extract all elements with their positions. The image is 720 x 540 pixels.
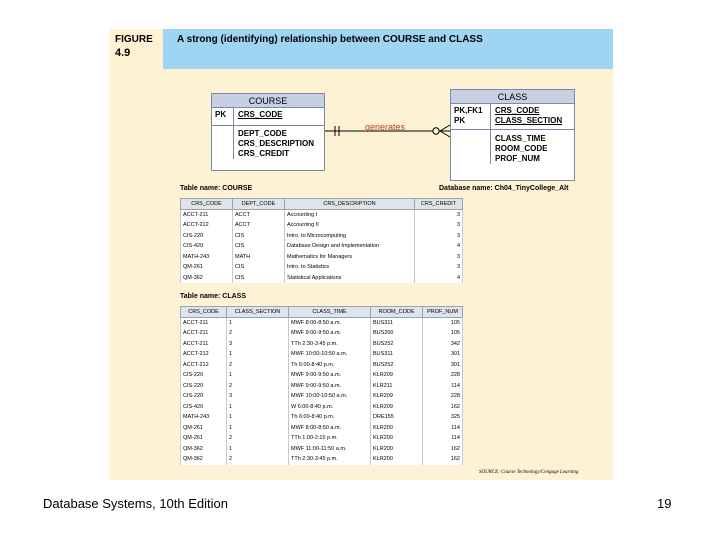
table-cell: MWF 9:00-9:50 a.m. [289, 328, 371, 339]
table-row [181, 318, 463, 329]
table-row [181, 210, 463, 221]
table-row [181, 360, 463, 371]
table-cell: KLR209 [371, 370, 423, 381]
course-attr: CRS_DESCRIPTION [238, 139, 315, 148]
table-cell: 114 [423, 433, 463, 444]
table-row [181, 454, 463, 465]
table-cell: 228 [423, 391, 463, 402]
column-header: CRS_DESCRIPTION [285, 199, 415, 210]
table-cell: ACCT [233, 210, 285, 221]
table-cell: CIS-220 [181, 391, 227, 402]
table-row [181, 412, 463, 423]
course-table-header-row [181, 199, 463, 210]
table-row [181, 349, 463, 360]
table-cell: KLR209 [371, 391, 423, 402]
table-cell: Intro. to Statistics [285, 262, 415, 273]
figure-title: A strong (identifying) relationship between COURSE and CLASS [177, 34, 483, 45]
column-header: ROOM_CODE [371, 307, 423, 318]
table-cell: MWF 9:00-9:50 a.m. [289, 381, 371, 392]
table-cell: 342 [423, 339, 463, 350]
class-attr-key-col [451, 130, 491, 164]
table-cell: ACCT-211 [181, 210, 233, 221]
table-cell: BUS311 [371, 349, 423, 360]
table-cell: 105 [423, 318, 463, 329]
table-cell: Database Design and Implementation [285, 241, 415, 252]
class-pk-key: PK,FK1 [454, 106, 483, 115]
table-cell: 2 [227, 433, 289, 444]
table-cell: 114 [423, 381, 463, 392]
table-cell: CIS-420 [181, 402, 227, 413]
table-cell: 4 [415, 273, 463, 284]
table-cell: ACCT-211 [181, 318, 227, 329]
table-cell: 301 [423, 360, 463, 371]
table-cell: Accounting I [285, 210, 415, 221]
table-row [181, 423, 463, 434]
table-row [181, 241, 463, 252]
table-cell: QM-362 [181, 444, 227, 455]
table-cell: QM-362 [181, 273, 233, 284]
table-cell: Intro. to Microcomputing [285, 231, 415, 242]
class-attr-row [451, 130, 574, 164]
table-cell: MWF 9:00-9:50 a.m. [289, 370, 371, 381]
figure-label-word: FIGURE [115, 34, 153, 45]
table-cell: KLR200 [371, 423, 423, 434]
class-entity [450, 89, 575, 181]
table-cell: MWF 11:00-11:50 a.m. [289, 444, 371, 455]
table-cell: MWF 8:00-8:50 a.m. [289, 318, 371, 329]
table-cell: TTh 2:30-3:45 p.m. [289, 454, 371, 465]
table-cell: CIS-220 [181, 231, 233, 242]
table-cell: 105 [423, 328, 463, 339]
table-cell: 228 [423, 370, 463, 381]
course-attr: DEPT_CODE [238, 129, 287, 138]
class-table-caption: Table name: CLASS [180, 293, 246, 300]
table-cell: Th 6:00-8:40 p.m. [289, 360, 371, 371]
table-cell: 114 [423, 423, 463, 434]
table-cell: MATH-243 [181, 412, 227, 423]
figure-label-number: 4.9 [115, 47, 131, 59]
table-cell: 3 [415, 220, 463, 231]
class-attr: PROF_NUM [495, 154, 540, 163]
table-cell: 3 [227, 339, 289, 350]
table-cell: 325 [423, 412, 463, 423]
table-cell: 2 [227, 328, 289, 339]
table-row [181, 444, 463, 455]
table-cell: ACCT [233, 220, 285, 231]
column-header: CRS_CREDIT [415, 199, 463, 210]
table-cell: 1 [227, 402, 289, 413]
table-row [181, 370, 463, 381]
class-attr: ROOM_CODE [495, 144, 548, 153]
table-cell: 2 [227, 454, 289, 465]
table-cell: 3 [227, 391, 289, 402]
table-cell: CIS [233, 231, 285, 242]
table-cell: MATH-243 [181, 252, 233, 263]
table-cell: MWF 10:00-10:50 a.m. [289, 391, 371, 402]
course-pk-attr: CRS_CODE [238, 110, 283, 119]
table-row [181, 391, 463, 402]
table-cell: MWF 10:00-10:50 a.m. [289, 349, 371, 360]
table-cell: Mathematics for Managers [285, 252, 415, 263]
table-cell: BUS252 [371, 360, 423, 371]
table-cell: 3 [415, 231, 463, 242]
column-header: CLASS_SECTION [227, 307, 289, 318]
table-cell: ACCT-212 [181, 349, 227, 360]
table-cell: 1 [227, 412, 289, 423]
table-cell: QM-362 [181, 454, 227, 465]
table-cell: 162 [423, 454, 463, 465]
table-cell: 1 [227, 349, 289, 360]
table-row [181, 273, 463, 284]
class-data-table [180, 306, 463, 465]
column-header: CRS_CODE [181, 199, 233, 210]
table-cell: CIS-220 [181, 381, 227, 392]
table-cell: BUS311 [371, 318, 423, 329]
course-pk-row [212, 108, 324, 126]
footer-book-title: Database Systems, 10th Edition [43, 496, 228, 511]
column-header: DEPT_CODE [233, 199, 285, 210]
column-header: CLASS_TIME [289, 307, 371, 318]
table-cell: ACCT-212 [181, 220, 233, 231]
course-attr-row [212, 126, 324, 159]
class-crowfoot-top [440, 125, 450, 131]
course-entity [211, 93, 325, 171]
table-cell: ACCT-212 [181, 360, 227, 371]
table-row [181, 231, 463, 242]
table-cell: DRE155 [371, 412, 423, 423]
table-cell: 162 [423, 402, 463, 413]
table-cell: Statistical Applications [285, 273, 415, 284]
table-cell: TTh 1:00-2:15 p.m. [289, 433, 371, 444]
table-cell: 301 [423, 349, 463, 360]
table-cell: ACCT-211 [181, 339, 227, 350]
course-table-caption: Table name: COURSE [180, 185, 253, 192]
class-optional-circle [433, 128, 439, 134]
table-cell: 2 [227, 360, 289, 371]
table-cell: MATH [233, 252, 285, 263]
table-cell: KLR200 [371, 454, 423, 465]
table-cell: CIS-420 [181, 241, 233, 252]
table-cell: TTh 2:30-3:45 p.m. [289, 339, 371, 350]
table-cell: 1 [227, 444, 289, 455]
table-cell: KLR209 [371, 402, 423, 413]
table-cell: BUS200 [371, 328, 423, 339]
course-pk-key: PK [212, 108, 234, 125]
class-pk-keys [451, 104, 491, 129]
course-attr: CRS_CREDIT [238, 149, 290, 158]
column-header: PROF_NUM [423, 307, 463, 318]
class-entity-name: CLASS [451, 90, 574, 104]
table-cell: BUS252 [371, 339, 423, 350]
table-cell: Accounting II [285, 220, 415, 231]
table-cell: MWF 8:00-8:50 a.m. [289, 423, 371, 434]
table-cell: KLR200 [371, 433, 423, 444]
source-credit: SOURCE: Course Technology/Cengage Learning [479, 470, 579, 475]
database-caption: Database name: Ch04_TinyCollege_Alt [439, 185, 569, 192]
class-crowfoot-bottom [440, 131, 450, 137]
table-cell: Th 6:00-8:40 p.m. [289, 412, 371, 423]
class-pk-row [451, 104, 574, 130]
table-cell: 162 [423, 444, 463, 455]
table-cell: 3 [415, 210, 463, 221]
course-data-table [180, 198, 463, 283]
table-row [181, 262, 463, 273]
table-row [181, 402, 463, 413]
table-row [181, 339, 463, 350]
table-cell: W 6:00-8:40 p.m. [289, 402, 371, 413]
table-cell: QM-261 [181, 423, 227, 434]
table-cell: 3 [415, 262, 463, 273]
table-row [181, 252, 463, 263]
table-cell: KLR200 [371, 444, 423, 455]
table-row [181, 381, 463, 392]
column-header: CRS_CODE [181, 307, 227, 318]
table-cell: ACCT-211 [181, 328, 227, 339]
table-cell: 2 [227, 381, 289, 392]
table-cell: CIS [233, 262, 285, 273]
class-attr: CLASS_TIME [495, 134, 546, 143]
table-cell: KLR211 [371, 381, 423, 392]
course-entity-name: COURSE [212, 94, 324, 108]
table-cell: QM-261 [181, 262, 233, 273]
footer-page-number: 19 [657, 496, 672, 511]
table-row [181, 328, 463, 339]
table-cell: CIS [233, 241, 285, 252]
table-cell: QM-261 [181, 433, 227, 444]
table-row [181, 433, 463, 444]
table-row [181, 220, 463, 231]
table-cell: 1 [227, 423, 289, 434]
class-table-header-row [181, 307, 463, 318]
figure-panel [109, 29, 613, 480]
class-pk-attr: CRS_CODE [495, 106, 540, 115]
table-cell: CIS [233, 273, 285, 284]
class-pk-key: PK [454, 116, 466, 125]
relationship-label: generates [365, 122, 406, 132]
table-cell: 1 [227, 370, 289, 381]
class-pk-attr: CLASS_SECTION [495, 116, 563, 125]
table-cell: CIS-220 [181, 370, 227, 381]
table-cell: 3 [415, 252, 463, 263]
table-cell: 4 [415, 241, 463, 252]
course-attr-key-col [212, 126, 234, 159]
table-cell: 1 [227, 318, 289, 329]
